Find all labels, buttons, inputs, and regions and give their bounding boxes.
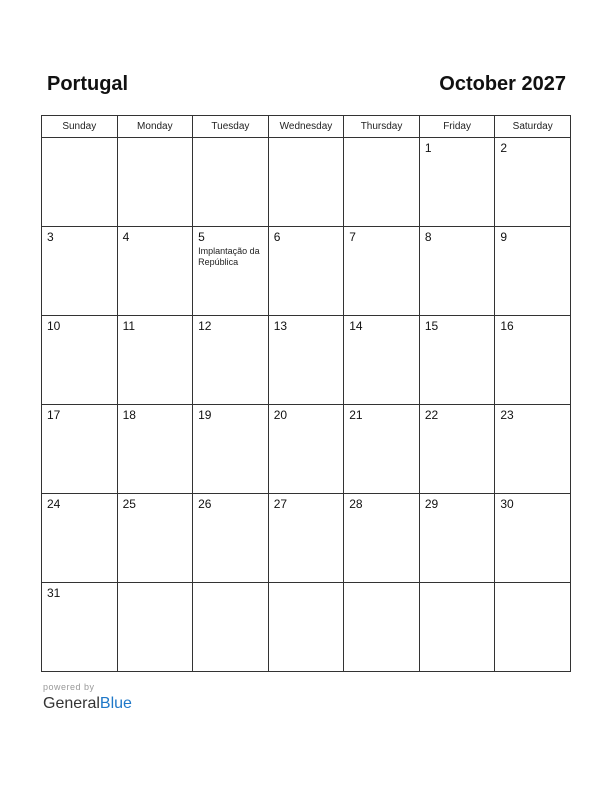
day-number: 9: [500, 230, 508, 244]
day-cell: [42, 583, 118, 672]
day-cell: [419, 138, 495, 227]
day-cell: [495, 316, 571, 405]
week-row: [42, 227, 571, 316]
day-number: 27: [273, 497, 288, 511]
calendar-grid: [41, 115, 571, 672]
day-number: 20: [273, 408, 288, 422]
day-cell: [117, 583, 193, 672]
day-number: [269, 138, 344, 141]
day-cell: [268, 138, 344, 227]
day-number: 3: [47, 230, 54, 244]
powered-by-label: powered by: [43, 682, 95, 692]
day-cell: [117, 494, 193, 583]
day-number: 5: [198, 230, 205, 244]
day-cell: [193, 405, 269, 494]
weekday-header: Saturday: [495, 116, 571, 138]
day-cell: [117, 227, 193, 316]
day-cell: [117, 316, 193, 405]
day-number: 12: [198, 319, 212, 333]
day-number: 22: [424, 408, 439, 422]
day-number: [344, 138, 419, 141]
day-number: [118, 583, 193, 586]
brand-blue-text: Blue: [99, 695, 132, 712]
day-number: [193, 138, 268, 141]
day-cell: [495, 494, 571, 583]
day-cell: [344, 405, 420, 494]
day-cell: [42, 227, 118, 316]
day-number: 30: [500, 497, 514, 511]
weekday-header: Sunday: [42, 116, 118, 138]
day-number: 31: [47, 586, 61, 600]
day-number: 13: [273, 319, 288, 333]
day-cell: [268, 583, 344, 672]
day-cell: [419, 227, 495, 316]
day-number: 6: [273, 230, 281, 244]
week-row: [42, 316, 571, 405]
day-number: 16: [500, 319, 514, 333]
day-number: 4: [122, 230, 130, 244]
day-cell: [268, 405, 344, 494]
day-number: [193, 583, 268, 586]
day-number: 1: [424, 141, 432, 155]
day-number: 7: [349, 230, 356, 244]
day-cell: [193, 494, 269, 583]
day-number: 25: [122, 497, 136, 511]
day-cell-holiday: [193, 227, 269, 316]
weekday-header: Tuesday: [193, 116, 269, 138]
holiday-label: Implantação da República: [198, 246, 260, 267]
brand-general-text: General: [43, 695, 100, 712]
day-cell: [419, 316, 495, 405]
day-number: 28: [349, 497, 363, 511]
day-number: 14: [349, 319, 363, 333]
day-cell: [495, 138, 571, 227]
week-row: [42, 405, 571, 494]
day-cell: [42, 494, 118, 583]
day-cell: [344, 138, 420, 227]
day-cell: [42, 405, 118, 494]
week-row: [42, 583, 571, 672]
day-cell: [344, 227, 420, 316]
weekday-header: Friday: [419, 116, 495, 138]
day-number: 29: [424, 497, 439, 511]
day-cell: [495, 583, 571, 672]
day-number: 23: [500, 408, 514, 422]
day-number: 19: [198, 408, 212, 422]
weekday-header-row: [42, 116, 571, 138]
day-number: 10: [47, 319, 61, 333]
day-number: 11: [122, 319, 136, 333]
day-number: 17: [47, 408, 61, 422]
month-year-title: October 2027: [439, 73, 566, 95]
day-cell: [419, 494, 495, 583]
day-cell: [42, 138, 118, 227]
day-cell: [495, 227, 571, 316]
day-cell: [117, 138, 193, 227]
day-cell: [117, 405, 193, 494]
day-cell: [344, 316, 420, 405]
footer-branding: [43, 682, 132, 714]
week-row: [42, 494, 571, 583]
day-cell: [193, 583, 269, 672]
day-number: 15: [424, 319, 439, 333]
day-number: [42, 138, 117, 141]
day-number: [420, 583, 495, 586]
weekday-header: Thursday: [344, 116, 420, 138]
day-cell: [42, 316, 118, 405]
day-number: [269, 583, 344, 586]
day-number: [118, 138, 193, 141]
day-cell: [344, 494, 420, 583]
brand-logo[interactable]: [43, 694, 132, 714]
day-cell: [419, 405, 495, 494]
day-cell: [193, 316, 269, 405]
weekday-header: Wednesday: [268, 116, 344, 138]
day-number: 18: [122, 408, 136, 422]
day-cell: [495, 405, 571, 494]
day-cell: [268, 316, 344, 405]
day-cell: [419, 583, 495, 672]
day-cell: [268, 494, 344, 583]
day-number: 8: [424, 230, 432, 244]
day-number: [344, 583, 419, 586]
country-title: Portugal: [47, 73, 129, 95]
day-cell: [193, 138, 269, 227]
day-number: [495, 583, 570, 586]
day-number: 24: [47, 497, 61, 511]
day-number: 2: [500, 141, 508, 155]
week-row: [42, 138, 571, 227]
day-number: 21: [349, 408, 363, 422]
weekday-header: Monday: [117, 116, 193, 138]
day-cell: [268, 227, 344, 316]
day-number: 26: [198, 497, 212, 511]
day-cell: [344, 583, 420, 672]
